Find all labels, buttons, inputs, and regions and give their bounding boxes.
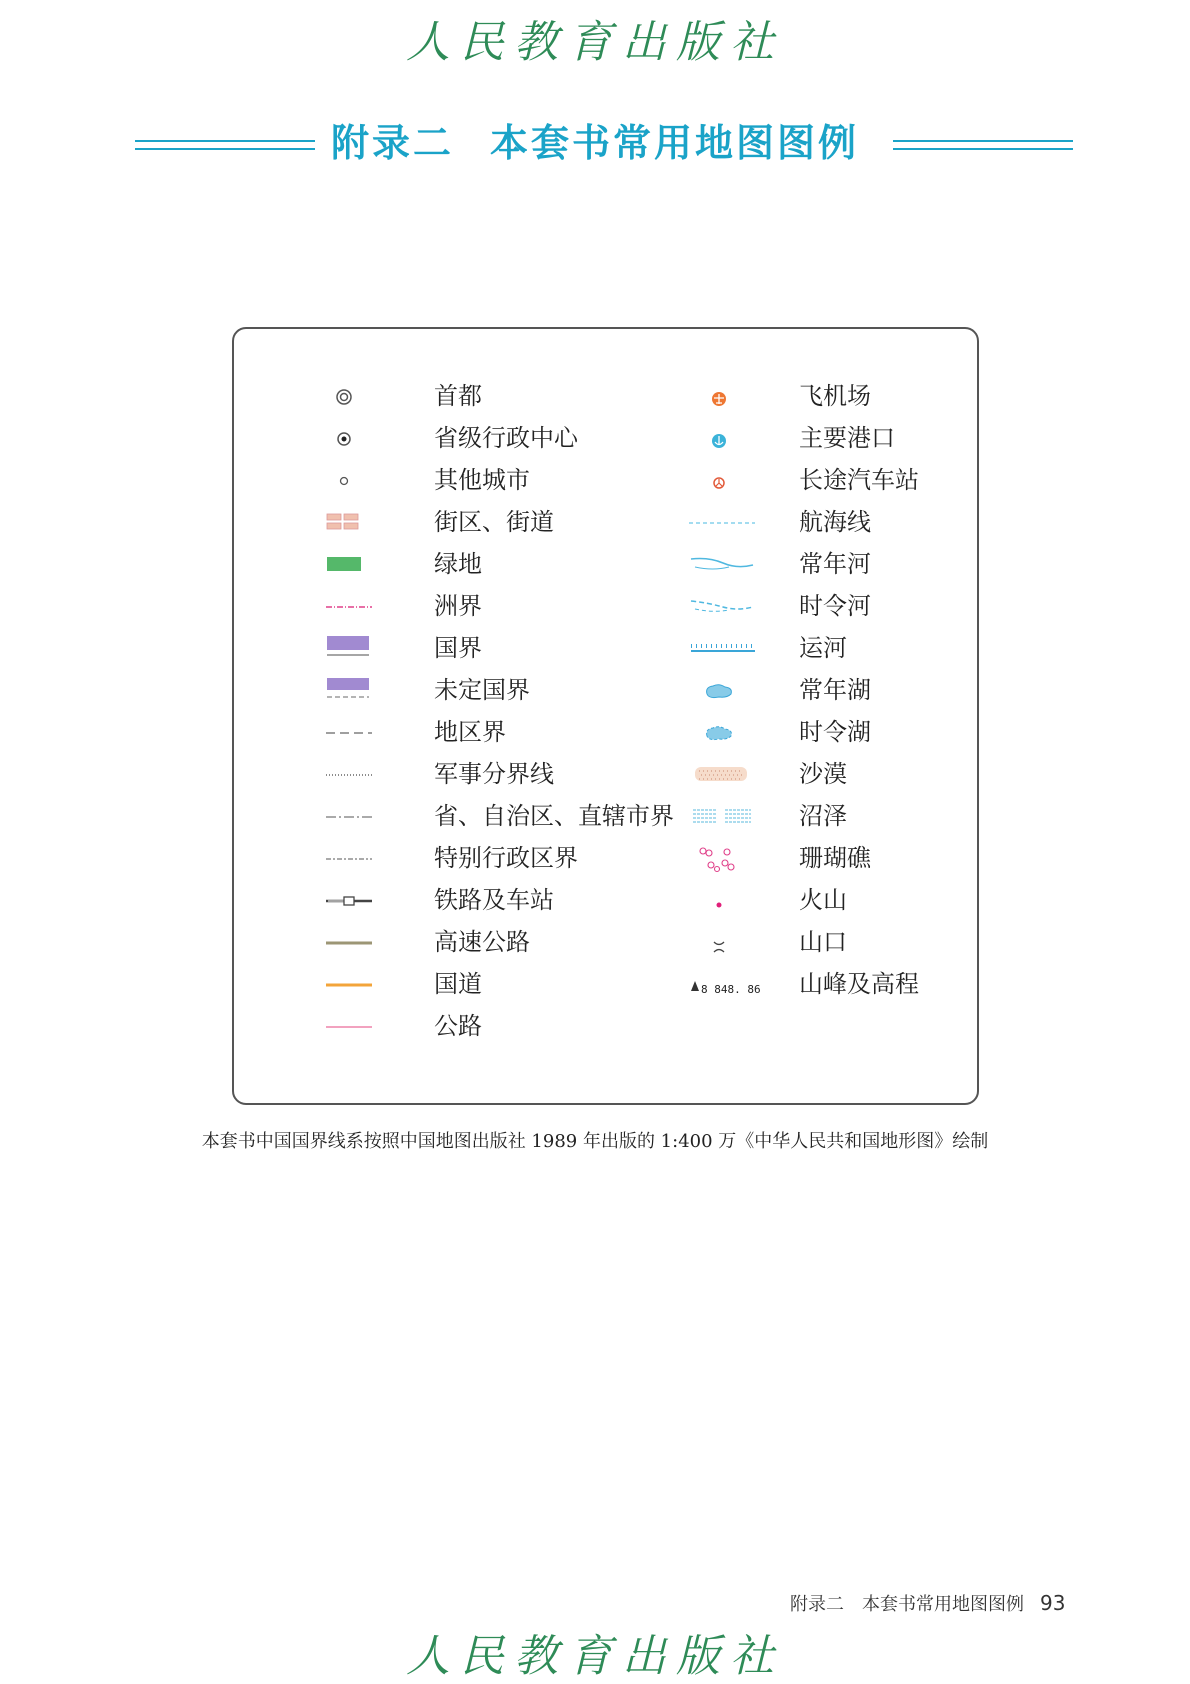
mountain-pass-icon [689, 927, 743, 955]
title-part1: 附录二 [330, 121, 454, 165]
military-line-icon [324, 759, 378, 787]
provincial-boundary-icon [324, 801, 378, 829]
legend-box [232, 327, 979, 1105]
regional-boundary-icon [324, 717, 378, 745]
legend-label: 特别行政区界 [434, 844, 578, 872]
legend-label: 航海线 [799, 508, 871, 536]
legend-label: 省级行政中心 [434, 424, 578, 452]
title-part2: 本套书常用地图图例 [490, 121, 860, 165]
peak-icon [689, 969, 779, 997]
seasonal-lake-icon [689, 717, 743, 745]
volcano-icon [689, 885, 743, 913]
legend-label: 火山 [799, 886, 847, 914]
expressway-icon [324, 927, 378, 955]
page-title-row [0, 112, 1190, 172]
legend-label: 飞机场 [799, 382, 871, 410]
airport-icon [689, 381, 743, 409]
legend-caption: 本套书中国国界线系按照中国地图出版社 1989 年出版的 1:400 万《中华人民共和国地形图》绘制 [201, 1131, 989, 1152]
capital-icon [324, 381, 378, 409]
seasonal-river-icon [689, 591, 743, 619]
green-space-icon [324, 549, 378, 577]
legend-label: 常年湖 [799, 676, 871, 704]
legend-label: 运河 [799, 634, 847, 662]
bus-station-icon [689, 465, 743, 493]
page-footer [790, 1590, 1090, 1616]
continent-boundary-icon [324, 591, 378, 619]
coral-reef-icon [689, 843, 743, 871]
publisher-logo-top: 人民教育出版社 [406, 17, 784, 68]
undetermined-boundary-icon [324, 675, 378, 703]
canal-icon [689, 633, 743, 661]
peak-elevation-value: 8 848. 86 [701, 983, 761, 996]
legend-label: 山峰及高程 [799, 970, 919, 998]
legend-label: 时令河 [799, 592, 871, 620]
provincial-center-icon [324, 423, 378, 451]
legend-label: 山口 [799, 928, 847, 956]
legend-label: 未定国界 [434, 676, 530, 704]
legend-label: 主要港口 [799, 424, 895, 452]
legend-label: 珊瑚礁 [799, 844, 871, 872]
perennial-river-icon [689, 549, 743, 577]
national-road-icon [324, 969, 378, 997]
sea-route-icon [689, 507, 743, 535]
legend-label: 军事分界线 [434, 760, 554, 788]
page-title [0, 112, 1190, 167]
legend-label: 省、自治区、直辖市界 [434, 802, 674, 830]
legend-label: 时令湖 [799, 718, 871, 746]
footer-section: 附录二 本套书常用地图图例 [790, 1594, 1024, 1615]
highway-icon [324, 1011, 378, 1039]
legend-label: 公路 [434, 1012, 482, 1040]
perennial-lake-icon [689, 675, 743, 703]
railway-station-icon [324, 885, 378, 913]
swamp-icon [689, 801, 743, 829]
legend-label: 地区界 [434, 718, 506, 746]
desert-icon [689, 759, 743, 787]
legend-label: 洲界 [434, 592, 482, 620]
port-icon [689, 423, 743, 451]
legend-label: 国道 [434, 970, 482, 998]
publisher-logo-bottom: 人民教育出版社 [406, 1631, 784, 1682]
other-city-icon [324, 465, 378, 493]
legend-label: 绿地 [434, 550, 482, 578]
legend-label: 常年河 [799, 550, 871, 578]
street-district-icon [324, 507, 378, 535]
legend-label: 高速公路 [434, 928, 530, 956]
legend-label: 国界 [434, 634, 482, 662]
legend-label: 沼泽 [799, 802, 847, 830]
legend-label: 铁路及车站 [434, 886, 554, 914]
legend-label: 首都 [434, 382, 482, 410]
special-region-boundary-icon [324, 843, 378, 871]
legend-label: 街区、街道 [434, 508, 554, 536]
legend-label: 长途汽车站 [799, 466, 919, 494]
page-number: 93 [1040, 1591, 1066, 1615]
national-boundary-icon [324, 633, 378, 661]
legend-label: 沙漠 [799, 760, 847, 788]
legend-label: 其他城市 [434, 466, 530, 494]
